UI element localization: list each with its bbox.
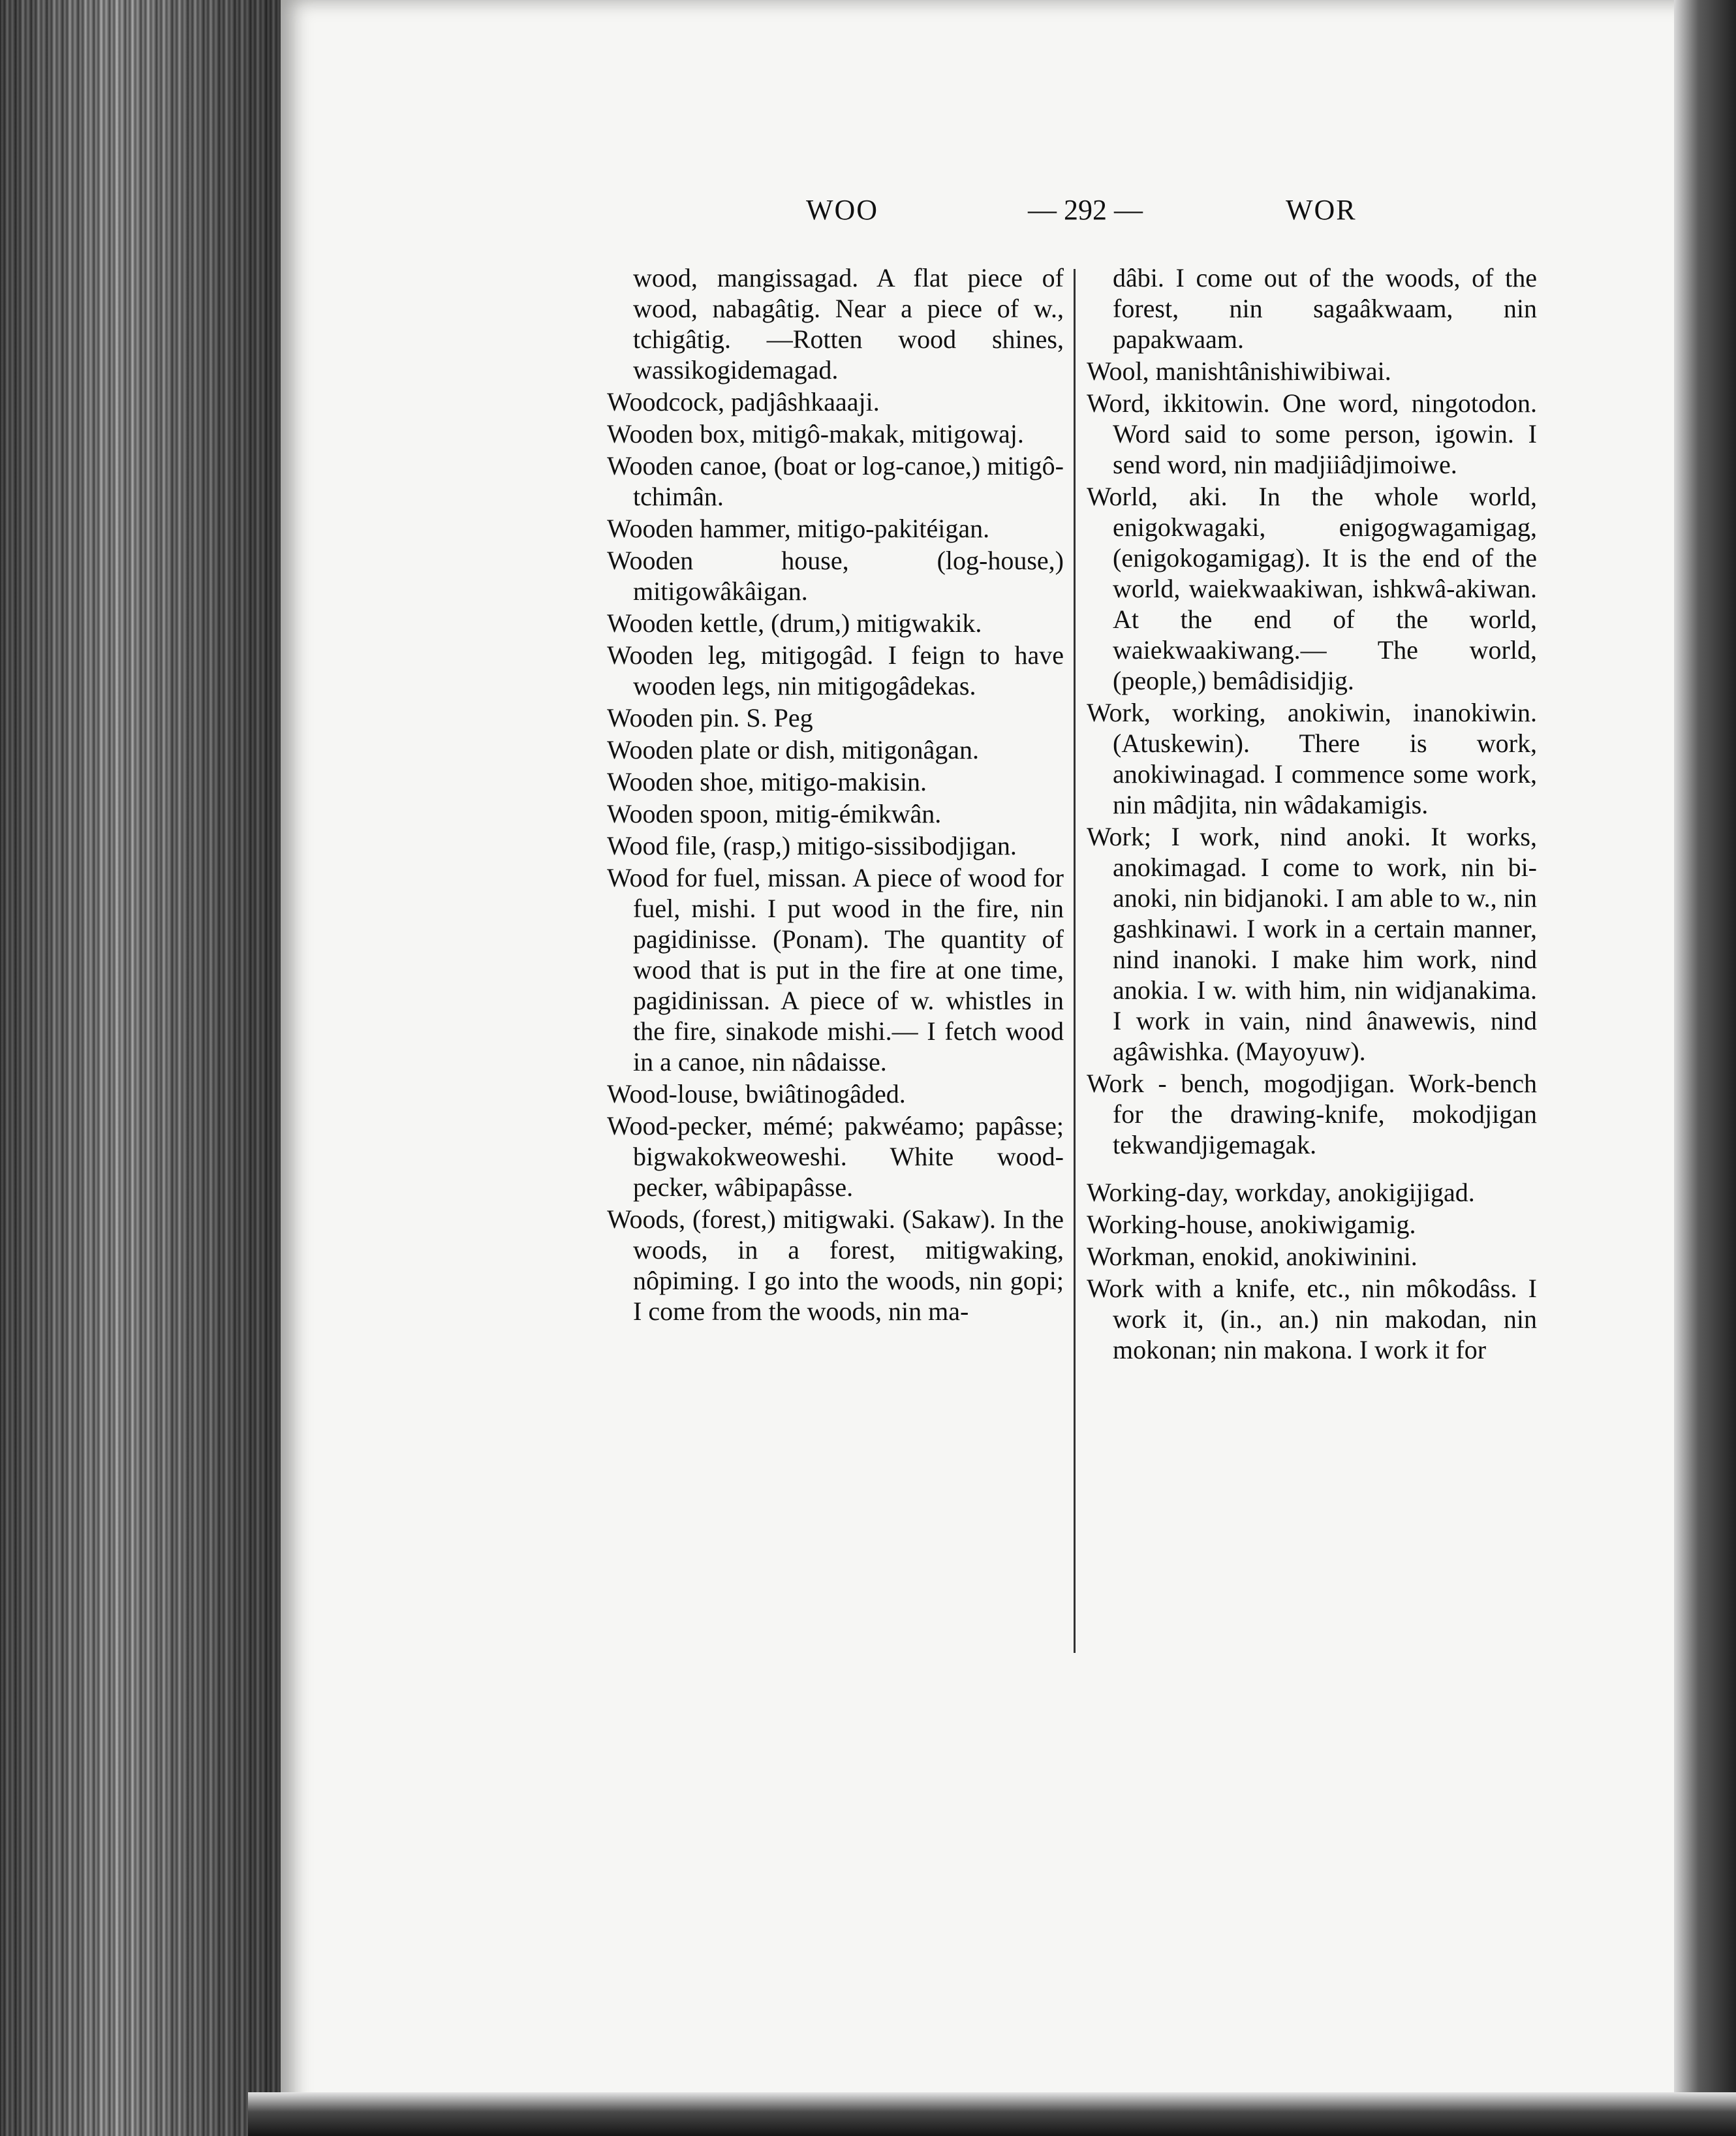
page-number: — 292 — xyxy=(1028,194,1143,226)
dictionary-entry: Working-house, anokiwigamig. xyxy=(1087,1210,1416,1239)
dictionary-entry: Work - bench, mogodjigan. Work-bench for the drawing-knife, mokodjigan tekwandjigemagak. xyxy=(1087,1069,1537,1159)
dictionary-entry: Work with a knife, etc., nin môkodâss. I work it, (in., an.) nin makodan, nin mokonan; nin makona. I work it for xyxy=(1087,1274,1537,1364)
dictionary-entry: Woodcock, padjâshkaaaji. xyxy=(607,387,880,416)
running-head xyxy=(806,193,1393,239)
dictionary-entry: Wooden canoe, (boat or log-canoe,) mitigô-tchimân. xyxy=(607,451,1064,511)
dictionary-entry: Workman, enokid, anokiwinini. xyxy=(1087,1242,1418,1271)
dictionary-entry: Wood for fuel, missan. A piece of wood for fuel, mishi. I put wood in the fire, nin pagidinisse. (Ponam). The quantity of wood that is put in the fire at one time, pagidinissan. A piece of w. whistles in the fire, sinakode mishi.— I fetch wood in a canoe, nin nâdaisse. xyxy=(607,863,1064,1076)
dictionary-entry: Wooden leg, mitigogâd. I feign to have wooden legs, nin mitigogâdekas. xyxy=(607,640,1064,700)
book-binding-edge xyxy=(0,0,287,2136)
page-bottom-shadow xyxy=(248,2092,1736,2136)
right-column xyxy=(1087,262,1537,1366)
dictionary-entry: Wooden shoe, mitigo-makisin. xyxy=(607,767,927,796)
header-right-guideword: WOR xyxy=(1286,194,1357,226)
dictionary-entry: Wood-louse, bwiâtinogâded. xyxy=(607,1079,906,1108)
dictionary-entry: Wool, manishtânishiwibiwai. xyxy=(1087,356,1391,386)
page-right-shadow xyxy=(1674,0,1736,2136)
left-column xyxy=(607,262,1064,1328)
dictionary-entry: Work; I work, nind anoki. It works, anokimagad. I come to work, nin bi-anoki, nin bidjanoki. I am able to w., nin gashkinawi. I work in a certain manner, nind inanoki. I make him work, nind anokia. I w. with him, nin widjanakima. I work in vain, nind ânawewis, nind agâwishka. (Mayoyuw). xyxy=(1087,822,1537,1066)
dictionary-entry: dâbi. I come out of the woods, of the forest, nin sagaâkwaam, nin papakwaam. xyxy=(1113,263,1537,354)
dictionary-entry: Word, ikkitowin. One word, ningotodon. Word said to some person, igowin. I send word, nin madjiiâdjimoiwe. xyxy=(1087,388,1537,479)
dictionary-entry: Working-day, workday, anokigijigad. xyxy=(1087,1178,1475,1207)
column-divider xyxy=(1074,269,1076,1653)
dictionary-entry: Work, working, anokiwin, inanokiwin. (Atuskewin). There is work, anokiwinagad. I commence some work, nin mâdjita, nin wâdakamigis. xyxy=(1087,698,1537,819)
dictionary-entry: Wood-pecker, mémé; pakwéamo; papâsse; bigwakokweoweshi. White wood-pecker, wâbipapâsse. xyxy=(607,1111,1064,1202)
dictionary-entry: Wooden plate or dish, mitigonâgan. xyxy=(607,735,979,764)
dictionary-entry: Wood file, (rasp,) mitigo-sissibodjigan. xyxy=(607,831,1017,860)
dictionary-entry: Wooden kettle, (drum,) mitigwakik. xyxy=(607,608,982,638)
header-left-guideword: WOO xyxy=(806,194,879,226)
dictionary-entry: wood, mangissagad. A flat piece of wood, nabagâtig. Near a piece of w., tchigâtig. —Rotten wood shines, wassikogidemagad. xyxy=(633,263,1064,385)
dictionary-entry: Wooden house, (log-house,) mitigowâkâigan. xyxy=(607,546,1064,606)
dictionary-entry: Wooden box, mitigô-makak, mitigowaj. xyxy=(607,419,1024,448)
dictionary-entry: Woods, (forest,) mitigwaki. (Sakaw). In the woods, in a forest, mitigwaking, nôpiming. I go into the woods, nin gopi; I come from the woods, nin ma- xyxy=(607,1204,1064,1326)
dictionary-entry: World, aki. In the whole world, enigokwagaki, enigogwagamigag, (enigokogamigag). It is the end of the world, waiekwaakiwan, ishkwâ-akiwan. At the end of the world, waiekwaakiwang.— The world, (people,) bemâdisidjig. xyxy=(1087,482,1537,695)
dictionary-entry: Wooden hammer, mitigo-pakitéigan. xyxy=(607,514,990,543)
dictionary-entry: Wooden pin. S. Peg xyxy=(607,703,813,732)
dictionary-entry: Wooden spoon, mitig-émikwân. xyxy=(607,799,942,828)
